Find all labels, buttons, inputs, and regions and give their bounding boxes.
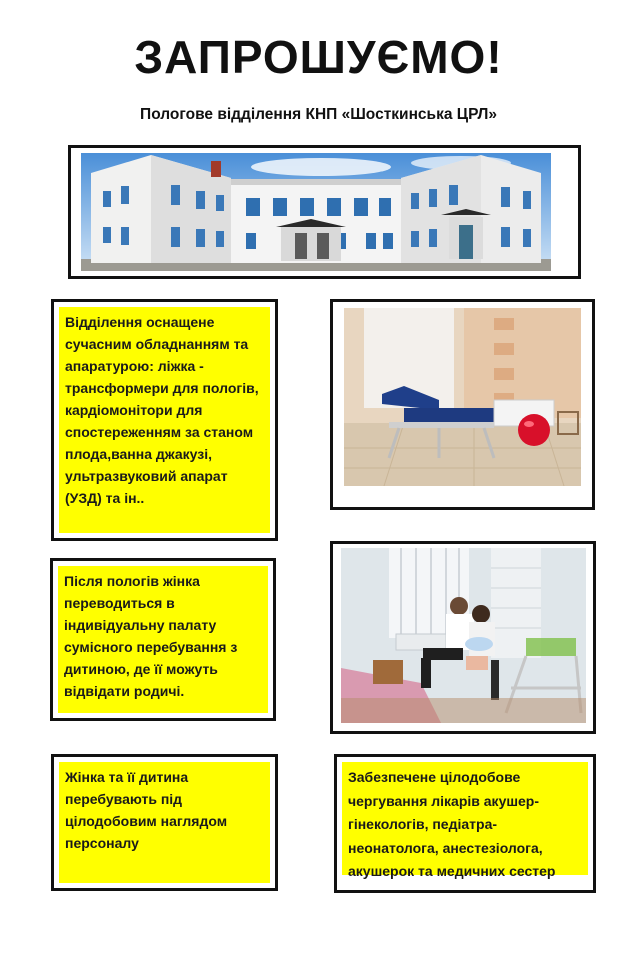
ward-text: Після пологів жінка переводиться в індивідуальну палату сумісного перебування з дитиною, де її можуть відвідати родичі. (58, 566, 268, 713)
ward-photo (341, 548, 586, 723)
equipment-text-frame (51, 299, 278, 541)
equipment-text: Відділення оснащене сучасним обладнанням та апаратурою: ліжка - трансформери для пологів, кардіомонітори для спостереженням за станом плода,ванна джакузі, ультразвуковий апарат (УЗД) та ін.. (59, 307, 270, 533)
staff-text: Забезпечене цілодобове чергування лікарів акушер-гінекологів, педіатра-неонатолога, анестезіолога, акушерок та медичних сестер (342, 762, 588, 875)
ward-text-frame (50, 558, 276, 721)
care-text: Жінка та її дитина перебувають під цілодобовим наглядом персоналу (59, 762, 270, 883)
delivery-room-photo-frame (330, 299, 595, 510)
building-photo (81, 153, 551, 271)
page-subtitle: Пологове відділення КНП «Шосткинська ЦРЛ» (140, 106, 497, 123)
care-text-frame (51, 754, 278, 891)
ward-photo-frame (330, 541, 596, 734)
delivery-room-photo (344, 308, 581, 486)
page-title: ЗАПРОШУЄМО! (134, 31, 503, 83)
building-photo-frame (68, 145, 581, 279)
staff-text-frame (334, 754, 596, 893)
